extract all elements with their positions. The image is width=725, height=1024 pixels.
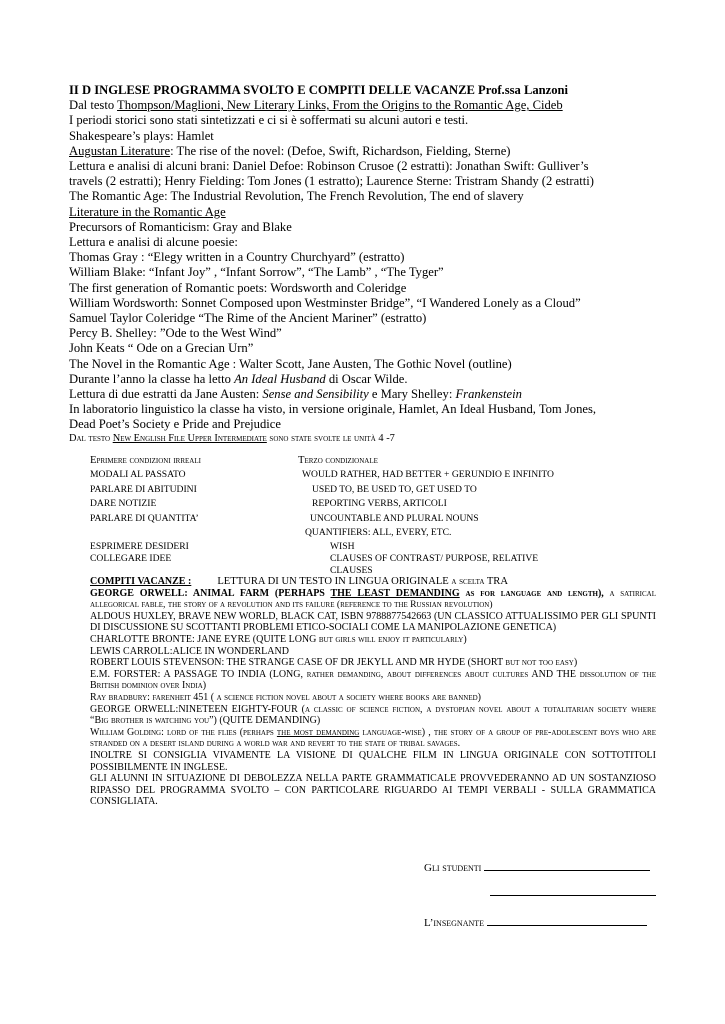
grammar-row: PARLARE DI QUANTITA’ UNCOUNTABLE AND PLURAL NOUNS (90, 512, 479, 524)
homework-note: GLI ALUNNI IN SITUAZIONE DI DEBOLEZZA NELLA PARTE GRAMMATICALE PROVVEDERANNO AD UN SOSTANZIOSO RIPASSO DEL PROGRAMMA SVOLTO – CON PARTICOLARE RIGUARDO AI TEMPI VERBALI - SULLA GRAMMATICA CONSIGLIATA. (90, 773, 656, 808)
program-line: The Novel in the Romantic Age : Walter Scott, Jane Austen, The Gothic Novel (outline) (69, 356, 512, 371)
grammar-row: QUANTIFIERS: ALL, EVERY, ETC. (305, 526, 452, 538)
grammar-table (90, 455, 610, 577)
textbook-title: Thompson/Maglioni, New Literary Links, From the Origins to the Romantic Age, Cideb (117, 98, 563, 113)
program-line: Percy B. Shelley: ”Ode to the West Wind” (69, 326, 282, 341)
program-line: Thomas Gray : “Elegy written in a Country Churchyard” (estratto) (69, 250, 405, 265)
students-signature-line-2 (490, 888, 656, 899)
program-line: William Wordsworth: Sonnet Composed upon Westminster Bridge”, “I Wandered Lonely as a Cloud” (69, 295, 581, 310)
program-line: In laboratorio linguistico la classe ha visto, in versione originale, Hamlet, An Ideal Husband, Tom Jones, (69, 402, 597, 417)
homework-note: INOLTRE SI CONSIGLIA VIVAMENTE LA VISIONE DI QUALCHE FILM IN LINGUA ORIGINALE CON SOTTOTITOLI POSSIBILMENTE IN INGLESE. (90, 749, 656, 773)
program-line: William Blake: “Infant Joy” , “Infant Sorrow”, “The Lamb” , “The Tyger” (69, 265, 444, 280)
grammar-textbook-line: Dal testo New English File Upper Intermediate sono state svolte le unità 4 -7 (69, 432, 395, 444)
homework-item: GEORGE ORWELL: ANIMAL FARM (PERHAPS THE LEAST DEMANDING as for language and length), a satirical allegorical fable, the story of a revolution and its failure (reference to the Russian revolution) (90, 587, 656, 611)
grammar-row: CLAUSES (330, 565, 373, 577)
teacher-signature-line (487, 925, 647, 926)
homework-section (90, 576, 656, 808)
document-title: II D INGLESE PROGRAMMA SVOLTO E COMPITI DELLE VACANZE Prof.ssa Lanzoni (69, 83, 569, 97)
grammar-row: DARE NOTIZIE REPORTING VERBS, ARTICOLI (90, 498, 447, 510)
grammar-row: PARLARE DI ABITUDINI USED TO, BE USED TO, GET USED TO (90, 483, 477, 495)
grammar-row: ESPRIMERE DESIDERI WISH (90, 541, 355, 553)
homework-item: CHARLOTTE BRONTE: JANE EYRE (QUITE LONG but girls will enjoy it particularly) (90, 633, 467, 645)
grammar-row: MODALI AL PASSATO WOULD RATHER, HAD BETTER + GERUNDIO E INFINITO (90, 469, 554, 481)
grammar-row: Eprimere condizioni irreali Terzo condizionale (90, 455, 378, 466)
program-line: Lettura e analisi di alcune poesie: (69, 235, 238, 250)
program-line: Lettura di due estratti da Jane Austen: Sense and Sensibility e Mary Shelley: Frankenstein (69, 387, 522, 402)
program-line: Dead Poet’s Society e Pride and Prejudice (69, 417, 281, 432)
homework-item: LEWIS CARROLL:ALICE IN WONDERLAND (90, 645, 289, 657)
program-line: Samuel Taylor Coleridge “The Rime of the Ancient Mariner” (estratto) (69, 311, 427, 326)
students-signature-line (484, 870, 650, 871)
homework-item: ROBERT LOUIS STEVENSON: THE STRANGE CASE OF DR JEKYLL AND MR HYDE (SHORT but not too easy) (90, 657, 578, 669)
program-line: Augustan Literature: The rise of the novel: (Defoe, Swift, Richardson, Fielding, Sterne) (69, 143, 511, 158)
program-line: travels (2 estratti); Henry Fielding: Tom Jones (1 estratto); Laurence Sterne: Tristram Shandy (2 estratti) (69, 174, 594, 189)
program-section (69, 83, 669, 445)
section-heading: Literature in the Romantic Age (69, 204, 226, 219)
textbook-line: Dal testo Thompson/Maglioni, New Literary Links, From the Origins to the Romantic Age, Cideb (69, 98, 563, 113)
program-line: Durante l’anno la classe ha letto An Ideal Husband di Oscar Wilde. (69, 371, 408, 386)
homework-item: William Golding: lord of the flies (perhaps the most demanding language-wise) , the story of a group of pre-adolescent boys who are stranded on a desert island during a world war and revert to the state of tribal savages. (90, 726, 656, 750)
homework-item: Ray bradbury: farenheit 451 ( a science fiction novel about a society where books are banned) (90, 691, 482, 703)
homework-item: GEORGE ORWELL:NINETEEN EIGHTY-FOUR (a classic of science fiction, a dystopian novel about a totalitarian society where “Big brother is watching you”) (QUITE DEMANDING) (90, 703, 656, 727)
grammar-row: COLLEGARE IDEE CLAUSES OF CONTRAST/ PURPOSE, RELATIVE (90, 553, 539, 565)
homework-item: E.M. FORSTER: A PASSAGE TO INDIA (LONG, rather demanding, about differences about cultures AND THE dissolution of the British dominion over India) (90, 668, 656, 692)
program-line: Lettura e analisi di alcuni brani: Daniel Defoe: Robinson Crusoe (2 estratti): Jonathan Swift: Gulliver’s (69, 159, 589, 174)
program-line: The Romantic Age: The Industrial Revolution, The French Revolution, The end of slavery (69, 189, 524, 204)
homework-item: ALDOUS HUXLEY, BRAVE NEW WORLD, BLACK CAT, ISBN 9788877542663 (UN CLASSICO ATTUALISSIMO PER GLI SPUNTI DI DISCUSSIONE SU SCOTTANTI PROBLEMI ETICO-SOCIALI COME LA MANIPOLAZIONE GENETICA) (90, 610, 656, 634)
teacher-signature: L’insegnante (424, 917, 647, 929)
program-line: I periodi storici sono stati sintetizzati e ci si è soffermati su alcuni autori e testi. (69, 113, 469, 128)
program-line: John Keats “ Ode on a Grecian Urn” (69, 341, 254, 356)
program-line: The first generation of Romantic poets: Wordsworth and Coleridge (69, 280, 407, 295)
program-line: Precursors of Romanticism: Gray and Blake (69, 219, 292, 234)
homework-heading-line: COMPITI VACANZE : LETTURA DI UN TESTO IN LINGUA ORIGINALE a scelta TRA (90, 576, 509, 587)
students-signature: Gli studenti (424, 862, 650, 874)
program-line: Shakespeare’s plays: Hamlet (69, 128, 214, 143)
